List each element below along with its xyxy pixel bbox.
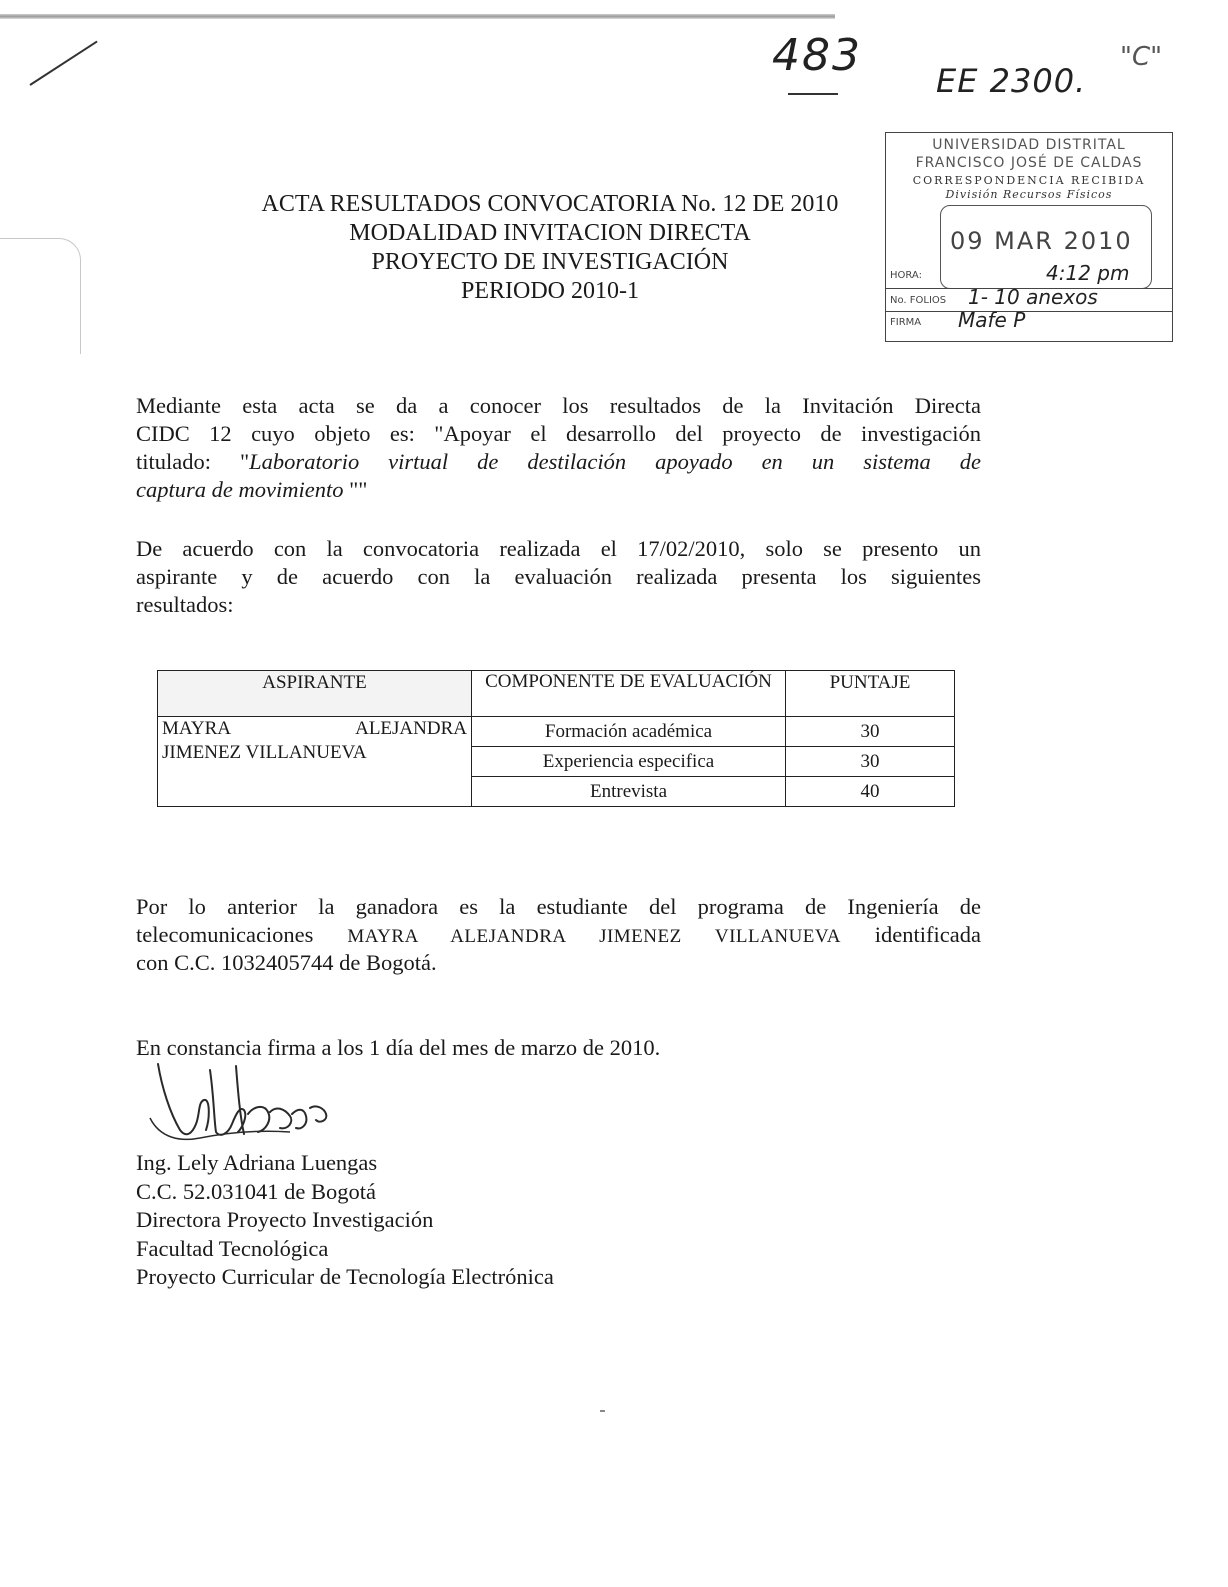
puntaje-cell: 40 — [786, 777, 955, 807]
stamp-hora-value: 4:12 pm — [1046, 261, 1130, 285]
stamp-rule — [886, 311, 1172, 312]
document-title — [210, 190, 890, 306]
paragraph-line: En constancia firma a los 1 día del mes de marzo de 2010. — [136, 1035, 661, 1060]
paragraph-text: telecomunicaciones — [136, 922, 348, 947]
stamp-correspondence: CORRESPONDENCIA RECIBIDA — [912, 174, 1146, 187]
results-table — [157, 670, 955, 807]
handwritten-number: 483 — [772, 30, 862, 81]
pen-stroke-mark — [29, 41, 97, 86]
header-componente: COMPONENTE DE EVALUACIÓN — [472, 671, 786, 717]
header-puntaje: PUNTAJE — [786, 671, 955, 717]
paragraph-text: "" — [343, 477, 368, 502]
stamp-division: División Recursos Físicos — [945, 188, 1113, 201]
stamp-date: 09 MAR 2010 — [950, 227, 1133, 255]
scan-margin-artifact — [0, 238, 81, 354]
componente-cell: Experiencia especifica — [472, 747, 786, 777]
signatory-block — [136, 1149, 554, 1292]
scan-dot — [600, 1410, 605, 1412]
paragraph-text: identificada — [840, 922, 982, 947]
paragraph-winner — [136, 893, 981, 977]
puntaje-cell: 30 — [786, 717, 955, 747]
paragraph-line: Mediante esta acta se da a conocer los resultados de la Invitación Directa — [136, 393, 981, 418]
signatory-program: Proyecto Curricular de Tecnología Electrónica — [136, 1264, 554, 1289]
title-line: PERIODO 2010-1 — [461, 278, 639, 304]
table-header-row — [158, 671, 955, 717]
reception-stamp — [885, 132, 1173, 342]
paragraph-line: aspirante y de acuerdo con la evaluación realizada presenta los siguientes — [136, 564, 981, 589]
title-line: ACTA RESULTADOS CONVOCATORIA No. 12 DE 2010 — [261, 191, 839, 217]
handwritten-underline — [788, 93, 838, 95]
handwritten-corner-mark: "C" — [1120, 42, 1163, 72]
componente-cell: Formación académica — [472, 717, 786, 747]
stamp-university-name: FRANCISCO JOSÉ DE CALDAS — [915, 155, 1143, 171]
componente-cell: Entrevista — [472, 777, 786, 807]
stamp-firma-value: Mafe P — [958, 308, 1026, 332]
handwritten-signature — [140, 1058, 340, 1158]
paragraph-line: con C.C. 1032405744 de Bogotá. — [136, 950, 437, 975]
paragraph-text: titulado: " — [136, 449, 250, 474]
signatory-faculty: Facultad Tecnológica — [136, 1235, 329, 1261]
paragraph-line: De acuerdo con la convocatoria realizada el 17/02/2010, solo se presento un — [136, 536, 981, 561]
winner-name: MAYRA ALEJANDRA JIMENEZ VILLANUEVA — [347, 926, 841, 947]
paragraph-convocatoria — [136, 535, 981, 619]
title-line: MODALIDAD INVITACION DIRECTA — [349, 220, 751, 246]
header-aspirante: ASPIRANTE — [158, 671, 472, 717]
aspirante-first-name: MAYRA — [162, 718, 231, 739]
puntaje-cell: 30 — [786, 747, 955, 777]
stamp-hora-label: HORA: — [890, 270, 922, 281]
table-row — [158, 717, 955, 747]
aspirante-middle-name: ALEJANDRA — [355, 718, 467, 739]
paragraph-line — [136, 476, 981, 504]
paragraph-line: Por lo anterior la ganadora es la estudiante del programa de Ingeniería de — [136, 894, 981, 919]
paragraph-line: resultados: — [136, 592, 234, 617]
signatory-name: Ing. Lely Adriana Luengas — [136, 1150, 378, 1175]
paragraph-line: CIDC 12 cuyo objeto es: "Apoyar el desarrollo del proyecto de investigación — [136, 421, 981, 446]
signatory-role: Directora Proyecto Investigación — [136, 1207, 434, 1232]
project-title-italic: captura de movimiento — [136, 477, 344, 502]
paragraph-line — [136, 448, 981, 476]
paragraph-line — [136, 921, 981, 949]
stamp-folios-value: 1- 10 anexos — [968, 285, 1098, 309]
stamp-university: UNIVERSIDAD DISTRITAL — [932, 137, 1126, 153]
stamp-folios-label: No. FOLIOS — [890, 295, 947, 306]
stamp-firma-label: FIRMA — [890, 317, 922, 328]
aspirante-name-cell — [158, 717, 472, 807]
handwritten-code: EE 2300. — [936, 62, 1087, 100]
project-title-italic: Laboratorio virtual de destilación apoyado en un sistema de — [249, 449, 981, 474]
signatory-id: C.C. 52.031041 de Bogotá — [136, 1178, 376, 1204]
aspirante-surnames: JIMENEZ VILLANUEVA — [162, 742, 367, 763]
title-line: PROYECTO DE INVESTIGACIÓN — [371, 249, 729, 275]
paragraph-intro — [136, 392, 981, 504]
scan-edge-line — [0, 14, 835, 19]
